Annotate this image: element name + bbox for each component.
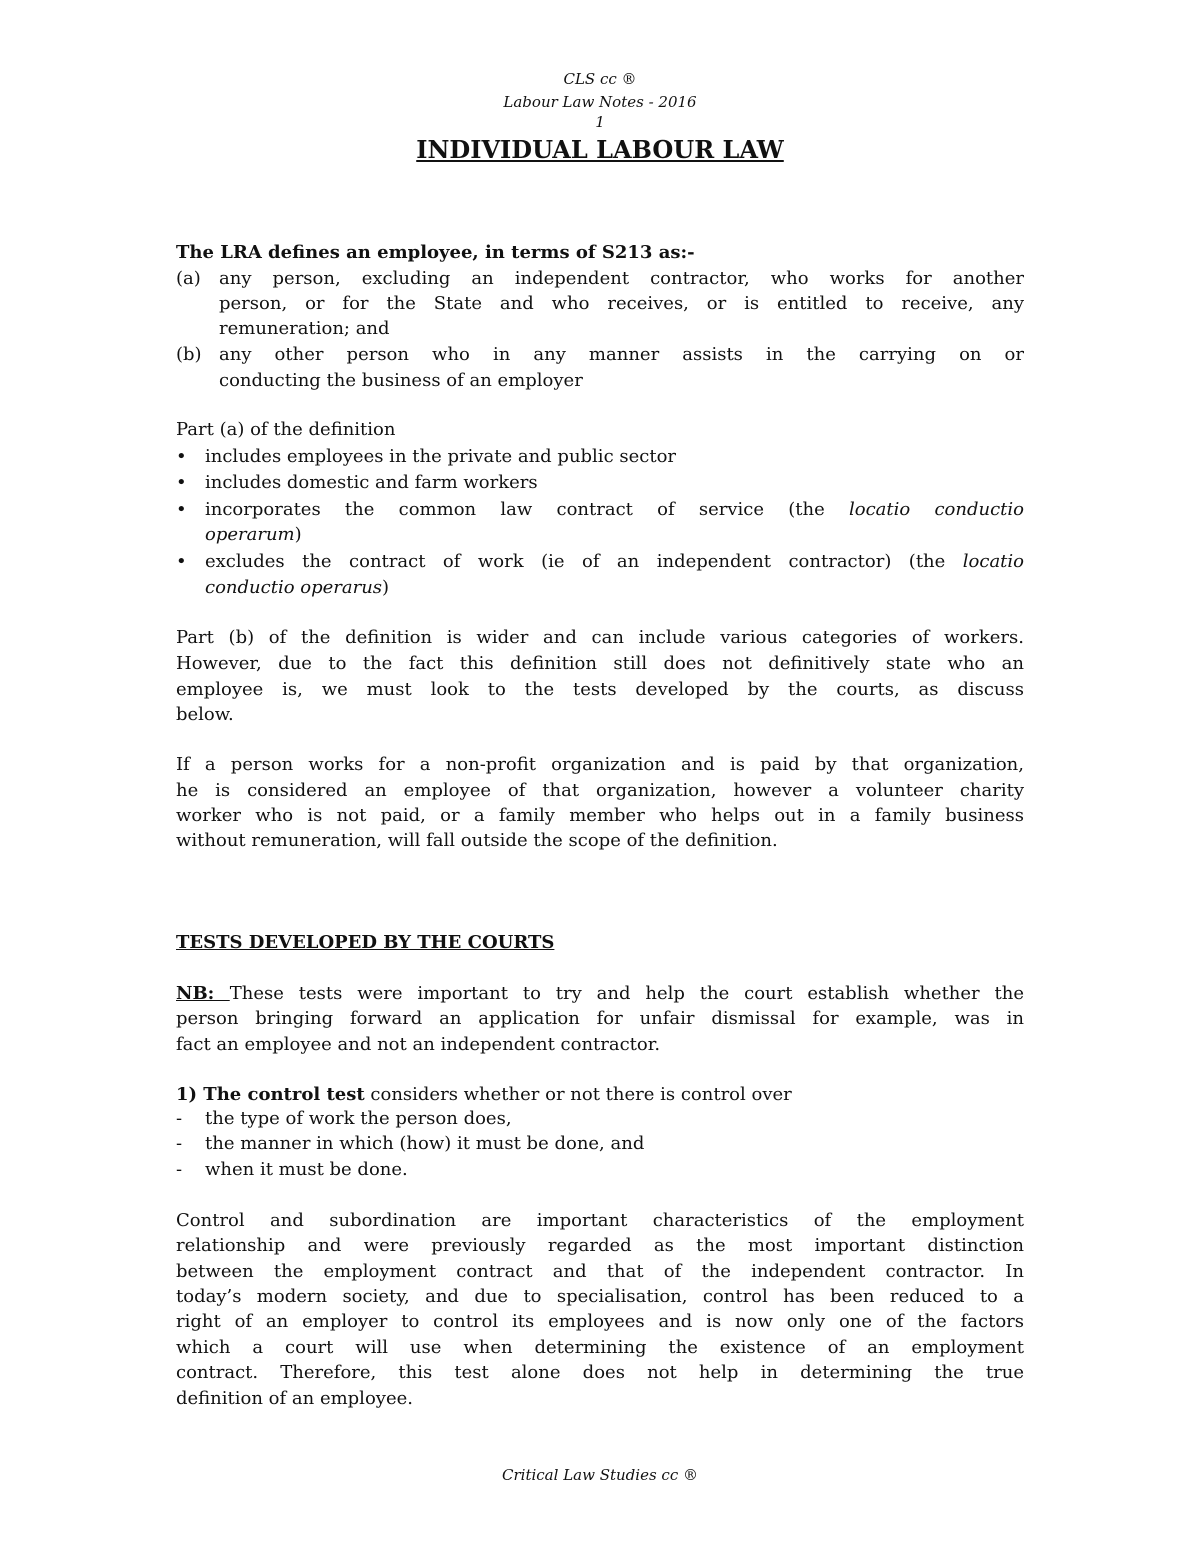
bullet-3-italic-cont: operarum: [205, 524, 295, 545]
non-profit-line3: worker who is not paid, or a family member who helps out in a family business: [176, 805, 1024, 826]
control-para-line4: today’s modern society, and due to specialisation, control has been reduced to a: [176, 1286, 1024, 1307]
nb-text: These tests were important to try and help the court establish whether the: [229, 983, 1024, 1004]
part-b-line1: Part (b) of the definition is wider and can include various categories of workers.: [176, 627, 1024, 648]
control-para-line5: right of an employer to control its employees and is now only one of the factors: [176, 1311, 1024, 1332]
control-para-line2: relationship and were previously regarded as the most important distinction: [176, 1235, 1024, 1256]
control-test-text: considers whether or not there is control over: [364, 1084, 792, 1105]
bullet-1-text: includes employees in the private and public sector: [205, 446, 677, 467]
control-para-line8: definition of an employee.: [176, 1388, 413, 1409]
definition-intro: The LRA defines an employee, in terms of S213 as:-: [176, 242, 695, 263]
nb-label: NB:: [176, 983, 230, 1004]
nb-line2: person bringing forward an application for unfair dismissal for example, was in: [176, 1008, 1024, 1029]
bullet-2-text: includes domestic and farm workers: [205, 472, 538, 493]
non-profit-line1: If a person works for a non-profit organization and is paid by that organization,: [176, 754, 1024, 775]
bullet-3-line1: [205, 497, 1024, 523]
nb-line3: fact an employee and not an independent contractor.: [176, 1034, 661, 1055]
nb-line1: [176, 981, 1024, 1007]
tests-heading: TESTS DEVELOPED BY THE COURTS: [176, 932, 555, 953]
part-b-line3: employee is, we must look to the tests developed by the courts, as discuss: [176, 679, 1024, 700]
item-a-line2: person, or for the State and who receives, or is entitled to receive, any: [219, 293, 1024, 314]
dash-2-symbol: -: [176, 1133, 183, 1154]
item-a-line1: any person, excluding an independent contractor, who works for another: [219, 268, 1024, 289]
control-test-intro: [176, 1082, 792, 1108]
item-a-marker: (a): [176, 268, 201, 289]
bullet-4-plain: excludes the contract of work (ie of an independent contractor) (the: [205, 551, 963, 572]
page-title: INDIVIDUAL LABOUR LAW: [416, 135, 784, 164]
item-a-line3: remuneration; and: [219, 318, 390, 339]
dash-3-symbol: -: [176, 1159, 183, 1180]
part-b-line4: below.: [176, 704, 234, 725]
bullet-4-close: ): [382, 577, 390, 598]
dash-3-text: when it must be done.: [205, 1159, 408, 1180]
bullet-4-italic-cont: conductio operarus: [205, 577, 383, 598]
header-page-number: 1: [595, 113, 605, 131]
part-b-line2: However, due to the fact this definition still does not definitively state who an: [176, 653, 1024, 674]
non-profit-line2: he is considered an employee of that organization, however a volunteer charity: [176, 780, 1024, 801]
bullet-4-line2: [205, 575, 389, 601]
control-para-line7: contract. Therefore, this test alone does not help in determining the true: [176, 1362, 1024, 1383]
bullet-4-italic: locatio: [962, 551, 1024, 572]
page-footer: Critical Law Studies cc ®: [502, 1466, 698, 1484]
bullet-3-symbol: •: [176, 499, 187, 520]
bullet-3-close: ): [294, 524, 302, 545]
control-para-line3: between the employment contract and that of the independent contractor. In: [176, 1261, 1024, 1282]
bullet-1-symbol: •: [176, 446, 187, 467]
bullet-4-line1: [205, 549, 1024, 575]
dash-1-text: the type of work the person does,: [205, 1108, 512, 1129]
part-a-heading: Part (a) of the definition: [176, 419, 396, 440]
control-para-line6: which a court will use when determining the existence of an employment: [176, 1337, 1024, 1358]
bullet-4-symbol: •: [176, 551, 187, 572]
control-test-title: 1) The control test: [176, 1084, 365, 1105]
control-para-line1: Control and subordination are important characteristics of the employment: [176, 1210, 1024, 1231]
bullet-3-line2: [205, 522, 302, 548]
dash-2-text: the manner in which (how) it must be done, and: [205, 1133, 645, 1154]
header-company: CLS cc ®: [563, 70, 637, 88]
dash-1-symbol: -: [176, 1108, 183, 1129]
header-doc-title: Labour Law Notes - 2016: [503, 93, 697, 111]
bullet-3-italic: locatio conductio: [848, 499, 1024, 520]
item-b-line2: conducting the business of an employer: [219, 370, 583, 391]
bullet-2-symbol: •: [176, 472, 187, 493]
non-profit-line4: without remuneration, will fall outside the scope of the definition.: [176, 830, 778, 851]
item-b-marker: (b): [176, 344, 202, 365]
bullet-3-plain: incorporates the common law contract of service (the: [205, 499, 849, 520]
item-b-line1: any other person who in any manner assists in the carrying on or: [219, 344, 1024, 365]
